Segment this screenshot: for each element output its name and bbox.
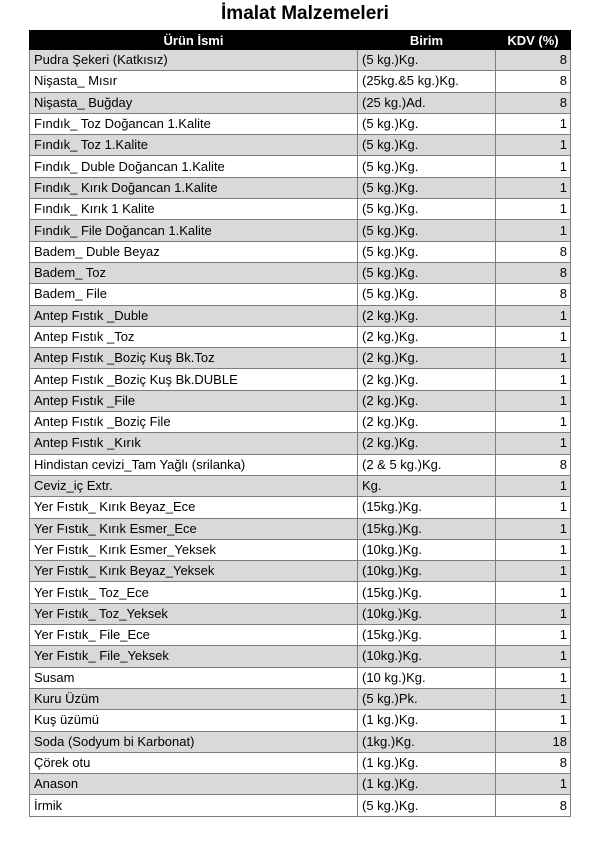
cell-product-name: Fındık_ Toz 1.Kalite [30,135,358,156]
table-row [30,774,571,795]
table-row [30,71,571,92]
cell-kdv: 1 [496,412,571,433]
table-row [30,92,571,113]
cell-kdv: 1 [496,518,571,539]
table-row [30,305,571,326]
materials-table [29,30,571,817]
cell-product-name: Badem_ File [30,284,358,305]
cell-product-name: Fındık_ Toz Doğancan 1.Kalite [30,113,358,134]
cell-unit: (10kg.)Kg. [358,646,496,667]
cell-kdv: 18 [496,731,571,752]
cell-kdv: 8 [496,262,571,283]
cell-product-name: Hindistan cevizi_Tam Yağlı (srilanka) [30,454,358,475]
cell-unit: (5 kg.)Kg. [358,156,496,177]
cell-kdv: 1 [496,199,571,220]
cell-product-name: Kuş üzümü [30,710,358,731]
cell-unit: Kg. [358,475,496,496]
cell-unit: (15kg.)Kg. [358,518,496,539]
cell-kdv: 1 [496,603,571,624]
table-row [30,241,571,262]
cell-kdv: 8 [496,241,571,262]
cell-unit: (2 kg.)Kg. [358,326,496,347]
cell-product-name: Anason [30,774,358,795]
cell-kdv: 8 [496,795,571,816]
cell-product-name: Yer Fıstık_ File_Ece [30,625,358,646]
table-row [30,390,571,411]
cell-unit: (10kg.)Kg. [358,561,496,582]
cell-unit: (5 kg.)Kg. [358,220,496,241]
cell-unit: (2 kg.)Kg. [358,348,496,369]
cell-unit: (10kg.)Kg. [358,603,496,624]
cell-product-name: Antep Fıstık _Boziç Kuş Bk.Toz [30,348,358,369]
cell-kdv: 1 [496,177,571,198]
cell-unit: (25kg.&5 kg.)Kg. [358,71,496,92]
cell-product-name: Antep Fıstık _File [30,390,358,411]
table-row [30,220,571,241]
cell-unit: (2 & 5 kg.)Kg. [358,454,496,475]
cell-unit: (10kg.)Kg. [358,539,496,560]
cell-product-name: Yer Fıstık_ Kırık Esmer_Yeksek [30,539,358,560]
page-title: İmalat Malzemeleri [221,3,389,24]
table-row [30,561,571,582]
cell-unit: (5 kg.)Kg. [358,795,496,816]
cell-kdv: 1 [496,646,571,667]
cell-unit: (15kg.)Kg. [358,582,496,603]
table-row [30,199,571,220]
cell-product-name: Fındık_ Duble Doğancan 1.Kalite [30,156,358,177]
cell-kdv: 8 [496,92,571,113]
table-row [30,433,571,454]
cell-kdv: 1 [496,688,571,709]
cell-product-name: Kuru Üzüm [30,688,358,709]
table-row [30,497,571,518]
cell-unit: (2 kg.)Kg. [358,412,496,433]
cell-unit: (2 kg.)Kg. [358,433,496,454]
cell-product-name: Yer Fıstık_ Toz_Ece [30,582,358,603]
cell-unit: (5 kg.)Kg. [358,241,496,262]
cell-product-name: Antep Fıstık _Boziç File [30,412,358,433]
cell-product-name: Soda (Sodyum bi Karbonat) [30,731,358,752]
table-body [30,50,571,817]
cell-product-name: Fındık_ Kırık 1 Kalite [30,199,358,220]
header-product-name: Ürün İsmi [30,31,358,50]
cell-kdv: 1 [496,390,571,411]
cell-unit: (15kg.)Kg. [358,497,496,518]
cell-kdv: 1 [496,625,571,646]
cell-product-name: Nişasta_ Mısır [30,71,358,92]
cell-product-name: Badem_ Duble Beyaz [30,241,358,262]
cell-kdv: 1 [496,475,571,496]
cell-kdv: 1 [496,539,571,560]
cell-unit: (5 kg.)Kg. [358,262,496,283]
table-row [30,262,571,283]
cell-kdv: 8 [496,454,571,475]
table-row [30,177,571,198]
cell-kdv: 1 [496,497,571,518]
cell-unit: (5 kg.)Kg. [358,50,496,71]
cell-kdv: 1 [496,667,571,688]
table-row [30,50,571,71]
cell-product-name: Pudra Şekeri (Katkısız) [30,50,358,71]
cell-product-name: Yer Fıstık_ Kırık Esmer_Ece [30,518,358,539]
table-row [30,113,571,134]
table-row [30,625,571,646]
cell-unit: (5 kg.)Kg. [358,199,496,220]
cell-kdv: 1 [496,710,571,731]
cell-kdv: 8 [496,284,571,305]
cell-unit: (10 kg.)Kg. [358,667,496,688]
table-row [30,752,571,773]
table-row [30,326,571,347]
cell-product-name: Antep Fıstık _Duble [30,305,358,326]
table-row [30,369,571,390]
cell-unit: (1 kg.)Kg. [358,752,496,773]
table-header-row [30,31,571,50]
cell-kdv: 1 [496,369,571,390]
cell-product-name: Badem_ Toz [30,262,358,283]
cell-unit: (2 kg.)Kg. [358,369,496,390]
cell-product-name: Nişasta_ Buğday [30,92,358,113]
cell-product-name: Fındık_ File Doğancan 1.Kalite [30,220,358,241]
cell-product-name: Yer Fıstık_ File_Yeksek [30,646,358,667]
cell-kdv: 1 [496,326,571,347]
cell-product-name: Susam [30,667,358,688]
cell-kdv: 1 [496,582,571,603]
header-kdv: KDV (%) [496,31,571,50]
cell-product-name: Çörek otu [30,752,358,773]
cell-kdv: 1 [496,156,571,177]
cell-unit: (5 kg.)Pk. [358,688,496,709]
cell-unit: (5 kg.)Kg. [358,177,496,198]
cell-kdv: 1 [496,305,571,326]
cell-kdv: 1 [496,774,571,795]
table-row [30,348,571,369]
table-row [30,582,571,603]
table-row [30,710,571,731]
cell-kdv: 8 [496,71,571,92]
table-row [30,156,571,177]
cell-unit: (5 kg.)Kg. [358,135,496,156]
cell-unit: (1kg.)Kg. [358,731,496,752]
cell-kdv: 1 [496,561,571,582]
cell-unit: (2 kg.)Kg. [358,305,496,326]
cell-product-name: Antep Fıstık _Toz [30,326,358,347]
cell-kdv: 1 [496,113,571,134]
cell-unit: (5 kg.)Kg. [358,284,496,305]
table-row [30,518,571,539]
table-row [30,731,571,752]
cell-product-name: Ceviz_iç Extr. [30,475,358,496]
table-row [30,475,571,496]
cell-kdv: 1 [496,433,571,454]
cell-product-name: İrmik [30,795,358,816]
cell-unit: (15kg.)Kg. [358,625,496,646]
cell-unit: (5 kg.)Kg. [358,113,496,134]
cell-product-name: Antep Fıstık _Kırık [30,433,358,454]
table-row [30,667,571,688]
cell-kdv: 8 [496,752,571,773]
cell-product-name: Yer Fıstık_ Kırık Beyaz_Yeksek [30,561,358,582]
table-row [30,603,571,624]
table-row [30,454,571,475]
table-row [30,284,571,305]
cell-unit: (25 kg.)Ad. [358,92,496,113]
cell-unit: (1 kg.)Kg. [358,710,496,731]
cell-kdv: 8 [496,50,571,71]
table-row [30,539,571,560]
table-row [30,135,571,156]
table-row [30,688,571,709]
cell-kdv: 1 [496,220,571,241]
cell-unit: (1 kg.)Kg. [358,774,496,795]
cell-kdv: 1 [496,135,571,156]
table-row [30,412,571,433]
cell-product-name: Yer Fıstık_ Toz_Yeksek [30,603,358,624]
cell-product-name: Antep Fıstık _Boziç Kuş Bk.DUBLE [30,369,358,390]
cell-product-name: Yer Fıstık_ Kırık Beyaz_Ece [30,497,358,518]
cell-product-name: Fındık_ Kırık Doğancan 1.Kalite [30,177,358,198]
header-unit: Birim [358,31,496,50]
table-row [30,795,571,816]
cell-kdv: 1 [496,348,571,369]
cell-unit: (2 kg.)Kg. [358,390,496,411]
table-row [30,646,571,667]
